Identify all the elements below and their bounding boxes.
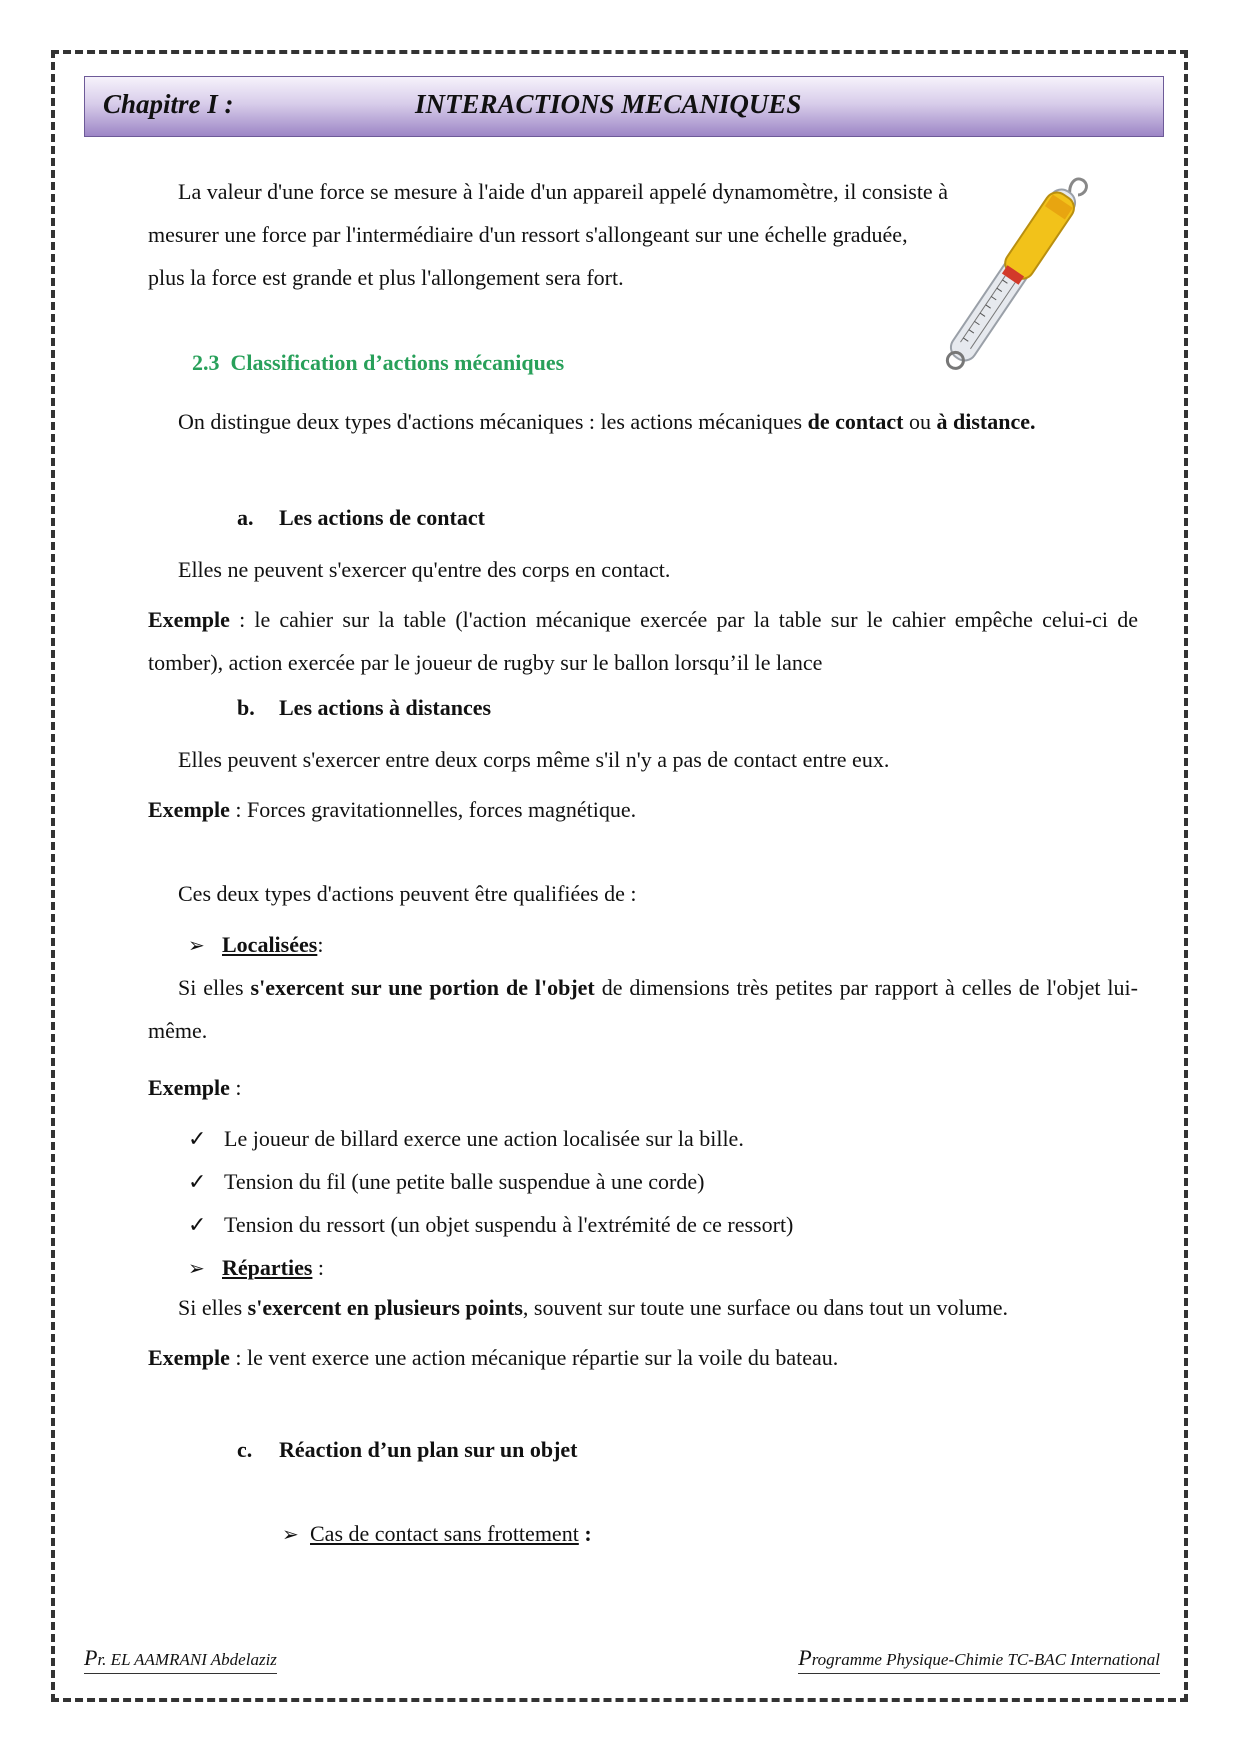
case-bullet: ➢ Cas de contact sans frottement : xyxy=(282,1519,592,1550)
contact-example: Exemple : le cahier sur la table (l'action mécanique exercée par la table sur le cahier empêche celui-ci de tomber), action exercée par le joueur de rugby sur le ballon lorsqu’il le lance xyxy=(148,607,1138,675)
reparties-bullet: ➢ Réparties : xyxy=(188,1253,324,1284)
check-icon: ✓ xyxy=(188,1212,207,1237)
arrow-icon: ➢ xyxy=(282,1524,299,1546)
list-item: ✓ Le joueur de billard exerce une action localisée sur la bille. xyxy=(188,1124,744,1154)
chapter-header xyxy=(84,76,1164,137)
check-icon: ✓ xyxy=(188,1169,207,1194)
check-icon: ✓ xyxy=(188,1126,207,1151)
reparties-example: Exemple : le vent exerce une action mécanique répartie sur la voile du bateau. xyxy=(148,1345,839,1370)
footer-author: Pr. EL AAMRANI Abdelaziz xyxy=(84,1645,277,1674)
subheading-contact: a. Les actions de contact xyxy=(237,505,485,530)
qualified-paragraph: Ces deux types d'actions peuvent être qualifiées de : xyxy=(178,881,637,906)
intro-paragraph: La valeur d'une force se mesure à l'aide d'un appareil appelé dynamomètre, il consiste à mesurer une force par l'intermédiaire d'un ressort s'allongeant sur une échelle graduée, plus la force est grande et plus l'allongement sera fort. xyxy=(148,179,948,290)
list-item: ✓ Tension du fil (une petite balle suspendue à une corde) xyxy=(188,1167,704,1197)
dynamometer-image xyxy=(918,165,1108,375)
arrow-icon: ➢ xyxy=(188,935,205,957)
localisees-description: Si elles s'exercent sur une portion de l'objet de dimensions très petites par rapport à celles de l'objet lui-même. xyxy=(148,975,1138,1043)
subheading-distance: b. Les actions à distances xyxy=(237,695,492,720)
footer-program: Programme Physique-Chimie TC-BAC International xyxy=(798,1645,1160,1674)
section-heading: 2.3 Classification d’actions mécaniques xyxy=(192,350,565,375)
chapter-label: Chapitre I : xyxy=(103,89,234,119)
types-paragraph: On distingue deux types d'actions mécaniques : les actions mécaniques de contact ou à distance. xyxy=(178,409,1036,434)
arrow-icon: ➢ xyxy=(188,1258,205,1280)
reparties-description: Si elles s'exercent en plusieurs points, souvent sur toute une surface ou dans tout un volume. xyxy=(178,1295,1009,1320)
chapter-title: INTERACTIONS MECANIQUES xyxy=(415,89,802,119)
distance-definition: Elles peuvent s'exercer entre deux corps même s'il n'y a pas de contact entre eux. xyxy=(178,747,890,772)
localisees-bullet: ➢ Localisées: xyxy=(188,930,323,961)
distance-example: Exemple : Forces gravitationnelles, forces magnétique. xyxy=(148,797,637,822)
contact-definition: Elles ne peuvent s'exercer qu'entre des corps en contact. xyxy=(178,557,671,582)
subheading-reaction: c. Réaction d’un plan sur un objet xyxy=(237,1437,578,1462)
list-item: ✓ Tension du ressort (un objet suspendu à l'extrémité de ce ressort) xyxy=(188,1210,793,1240)
localisees-example-label: Exemple : xyxy=(148,1075,242,1100)
